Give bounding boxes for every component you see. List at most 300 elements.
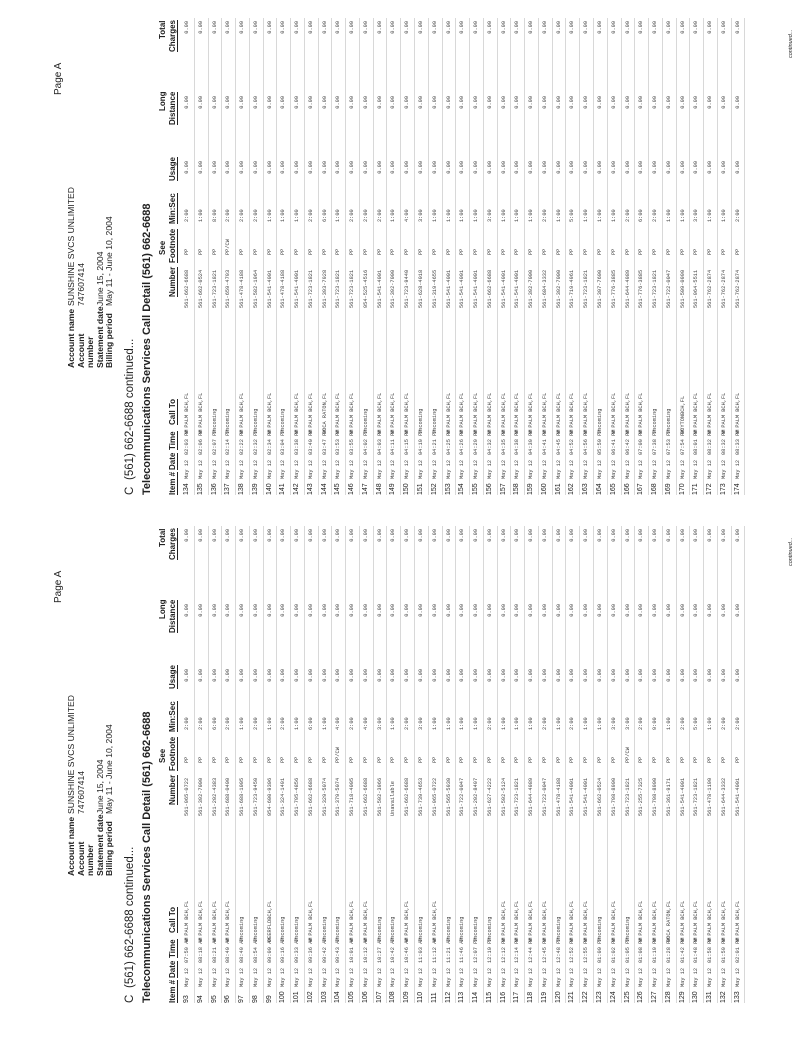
row-total-charges: 0.00 (335, 529, 342, 542)
row-footnote: PP (431, 248, 438, 255)
row-date: May 12 (596, 967, 603, 987)
row-call-to: W PALM BCH,FL (734, 900, 741, 942)
row-footnote: PP (197, 248, 204, 255)
row-usage: 0.00 (459, 161, 466, 174)
row-date: May 12 (294, 459, 301, 479)
row-item-number: 145 (334, 483, 342, 495)
row-number: 561-688-0400 (225, 777, 232, 816)
row-min-sec: 1:00 (528, 209, 535, 222)
row-item-number: 104 (334, 991, 342, 1003)
row-time: 09:36 AM (307, 937, 314, 963)
row-usage: 0.00 (596, 669, 603, 682)
row-min-sec: 2:00 (280, 717, 287, 730)
row-call-to: Incoming (418, 916, 425, 942)
row-long-distance: 0.00 (307, 604, 314, 617)
row-time: 11:03 AM (418, 937, 425, 963)
table-row (690, 526, 704, 1003)
row-item-number: 164 (595, 483, 603, 495)
row-min-sec: 3:00 (693, 209, 700, 222)
row-total-charges: 0.00 (362, 21, 369, 34)
row-long-distance: 0.00 (720, 604, 727, 617)
row-number: 561-762-2874 (720, 269, 727, 308)
row-call-to: W PALM BCH,FL (583, 900, 590, 942)
section-letter: C (124, 994, 136, 1003)
row-footnote: PP (596, 756, 603, 763)
table-row (374, 526, 388, 1003)
row-call-to: W PALM BCH,FL (541, 900, 548, 942)
row-min-sec: 4:00 (404, 209, 411, 222)
row-long-distance: 0.00 (445, 96, 452, 109)
table-row (277, 18, 291, 495)
row-footnote: PP/CW (624, 747, 631, 763)
row-min-sec: 1:00 (665, 209, 672, 222)
row-number: 561-502-5124 (500, 777, 507, 816)
row-time: 04:56 PM (583, 429, 590, 455)
account-number-label: Account number (75, 841, 96, 876)
row-long-distance: 0.00 (266, 96, 273, 109)
row-item-number: 158 (513, 483, 521, 495)
row-number: 561-502-3966 (376, 777, 383, 816)
row-usage: 0.00 (280, 161, 287, 174)
header-item: Item # (168, 471, 177, 495)
row-call-to: Incoming (335, 916, 342, 942)
header-time: Time (168, 939, 177, 958)
row-number: 561-478-4188 (555, 777, 562, 816)
row-long-distance: 0.00 (514, 604, 521, 617)
row-number: 561-541-4001 (679, 777, 686, 816)
row-time: 01:59 PM (720, 937, 727, 963)
row-date: May 12 (541, 459, 548, 479)
table-row (566, 526, 580, 1003)
row-usage: 0.00 (266, 161, 273, 174)
table-row (374, 18, 388, 495)
row-usage: 0.00 (404, 161, 411, 174)
header-call-to: Call To (168, 906, 177, 933)
row-long-distance: 0.00 (459, 604, 466, 617)
row-total-charges: 0.00 (184, 529, 190, 542)
row-number: 561-722-0047 (459, 777, 466, 816)
row-call-to: Incoming (225, 408, 232, 434)
row-call-to: W PALM BCH,FL (528, 392, 535, 434)
row-time: 06:42 PM (624, 429, 631, 455)
row-date: May 12 (404, 459, 411, 479)
row-min-sec: 2:00 (734, 209, 741, 222)
row-time: 07:59 AM (184, 937, 190, 963)
row-date: May 12 (734, 967, 741, 987)
table-row (456, 18, 470, 495)
row-footnote: PP (321, 248, 328, 255)
row-date: May 12 (486, 967, 493, 987)
row-min-sec: 1:00 (335, 209, 342, 222)
row-usage: 0.00 (252, 669, 259, 682)
call-detail-title: Telecommunications Services Call Detail (561) 662-6688 (141, 203, 153, 495)
row-number: 561-307-7600 (596, 269, 603, 308)
statement-date: June 15, 2004 (94, 759, 105, 814)
row-item-number: 152 (430, 483, 438, 495)
row-footnote: PP (376, 756, 383, 763)
account-number: 747607414 (75, 262, 86, 306)
table-row (443, 526, 457, 1003)
section-title: (561) 662-6688 continued... (124, 846, 136, 988)
row-number: 561-965-0722 (431, 777, 438, 816)
row-item-number: 106 (361, 991, 369, 1003)
row-min-sec: 2:00 (652, 209, 659, 222)
row-date: May 12 (362, 967, 369, 987)
row-usage: 0.00 (473, 161, 480, 174)
row-total-charges: 0.00 (349, 529, 356, 542)
row-number: 561-541-4001 (500, 269, 507, 308)
row-time: 03:04 PM (280, 429, 287, 455)
table-row (319, 526, 333, 1003)
row-long-distance: 0.00 (541, 96, 548, 109)
row-min-sec: 2:00 (486, 717, 493, 730)
row-date: May 12 (734, 459, 741, 479)
row-item-number: 131 (706, 991, 714, 1003)
row-number: 561-964-5511 (693, 269, 700, 308)
row-min-sec: 2:00 (225, 209, 232, 222)
row-total-charges: 0.00 (610, 529, 617, 542)
row-footnote: PP (390, 756, 397, 763)
row-number: 561-723-1821 (514, 777, 521, 816)
row-date: May 12 (307, 459, 314, 479)
table-row (704, 526, 718, 1003)
row-item-number: 155 (472, 483, 480, 495)
table-row (195, 18, 209, 495)
row-item-number: 122 (582, 991, 590, 1003)
row-usage: 0.00 (473, 669, 480, 682)
row-total-charges: 0.00 (528, 529, 535, 542)
row-usage: 0.00 (514, 161, 521, 174)
header-charges: Charges (168, 19, 177, 52)
row-date: May 12 (445, 459, 452, 479)
header-charges: Charges (168, 527, 177, 560)
row-footnote: PP (418, 248, 425, 255)
row-total-charges: 0.00 (583, 529, 590, 542)
row-time: 08:32 PM (720, 429, 727, 455)
row-number: 561-541-4001 (459, 269, 466, 308)
row-total-charges: 0.00 (362, 529, 369, 542)
row-footnote: PP (294, 756, 301, 763)
row-number: 561-798-8900 (610, 777, 617, 816)
row-min-sec: 1:00 (555, 209, 562, 222)
row-footnote: PP (390, 248, 397, 255)
row-usage: 0.00 (693, 161, 700, 174)
row-number: 561-478-1190 (707, 777, 714, 816)
section-heading (124, 339, 136, 495)
row-number: 954-525-4516 (362, 269, 369, 308)
row-min-sec: 2:00 (734, 717, 741, 730)
row-long-distance: 0.00 (459, 96, 466, 109)
row-usage: 0.00 (239, 161, 246, 174)
row-item-number: 172 (706, 483, 714, 495)
row-item-number: 96 (224, 995, 232, 1003)
row-item-number: 150 (403, 483, 411, 495)
row-number: 561-361-9171 (665, 777, 672, 816)
table-row (553, 18, 567, 495)
row-call-to: W PALM BCH,FL (335, 392, 342, 434)
row-time: 12:12 PM (500, 937, 507, 963)
row-long-distance: 0.00 (486, 96, 493, 109)
row-usage: 0.00 (239, 669, 246, 682)
row-long-distance: 0.00 (225, 604, 232, 617)
row-total-charges: 0.00 (376, 529, 383, 542)
row-min-sec: 2:00 (376, 209, 383, 222)
row-long-distance: 0.00 (184, 96, 190, 109)
row-number: 561-722-0047 (541, 777, 548, 816)
row-total-charges: 0.00 (514, 529, 521, 542)
row-item-number: 94 (196, 995, 204, 1003)
row-footnote: PP/CW (225, 239, 232, 255)
table-row (718, 18, 732, 495)
row-call-to: Incoming (211, 408, 218, 434)
row-time: 04:32 PM (486, 429, 493, 455)
row-time: 02:07 PM (211, 429, 218, 455)
row-call-to: Incoming (418, 408, 425, 434)
row-usage: 0.00 (349, 669, 356, 682)
row-footnote: PP (638, 248, 645, 255)
row-call-to: W PALM BCH,FL (514, 900, 521, 942)
row-long-distance: 0.00 (431, 96, 438, 109)
row-item-number: 153 (444, 483, 452, 495)
billing-period-label: Billing period (104, 821, 115, 876)
row-usage: 0.00 (225, 161, 232, 174)
header-footnote: Footnote (168, 736, 177, 771)
row-date: May 12 (610, 967, 617, 987)
row-long-distance: 0.00 (486, 604, 493, 617)
row-long-distance: 0.00 (225, 96, 232, 109)
row-item-number: 102 (306, 991, 314, 1003)
row-min-sec: 2:00 (239, 209, 246, 222)
table-row (181, 18, 195, 495)
row-time: 12:45 PM (541, 937, 548, 963)
row-number: 561-541-4001 (294, 269, 301, 308)
row-footnote: PP (528, 756, 535, 763)
row-time: 10:42 AM (390, 937, 397, 963)
row-min-sec: 3:00 (486, 209, 493, 222)
row-usage: 0.00 (528, 161, 535, 174)
row-footnote: PP (321, 756, 328, 763)
row-number: 561-684-3332 (541, 269, 548, 308)
row-call-to: BOYTONBCH,FL (679, 395, 686, 434)
row-time: 08:18 AM (197, 937, 204, 963)
row-date: May 12 (252, 967, 259, 987)
row-usage: 0.00 (349, 161, 356, 174)
row-date: May 12 (596, 459, 603, 479)
row-date: May 12 (583, 967, 590, 987)
row-min-sec: 1:00 (596, 717, 603, 730)
row-call-to: Incoming (596, 408, 603, 434)
account-name: SUNSHINE SVCS UNLIMITED (66, 187, 76, 306)
row-min-sec: 1:00 (294, 209, 301, 222)
row-item-number: 157 (499, 483, 507, 495)
row-item-number: 161 (554, 483, 562, 495)
row-number: 561-723-1821 (335, 269, 342, 308)
row-footnote: PP (418, 756, 425, 763)
row-footnote: PP (555, 248, 562, 255)
row-call-to: W PALM BCH,FL (610, 900, 617, 942)
row-usage: 0.00 (707, 669, 714, 682)
table-row (663, 526, 677, 1003)
row-number: 561-392-7000 (197, 777, 204, 816)
row-time: 01:28 PM (665, 937, 672, 963)
row-usage: 0.00 (528, 669, 535, 682)
row-call-to: Incoming (376, 916, 383, 942)
row-long-distance: 0.00 (349, 604, 356, 617)
row-footnote: PP (569, 756, 576, 763)
row-total-charges: 0.00 (349, 21, 356, 34)
row-min-sec: 2:00 (349, 209, 356, 222)
row-call-to: W PALM BCH,FL (610, 392, 617, 434)
row-usage: 0.00 (294, 161, 301, 174)
row-min-sec: 1:00 (500, 209, 507, 222)
row-long-distance: 0.00 (583, 604, 590, 617)
row-total-charges: 0.00 (665, 21, 672, 34)
row-date: May 12 (390, 459, 397, 479)
row-call-to: W PALM BCH,FL (404, 900, 411, 942)
row-date: May 12 (266, 459, 273, 479)
row-footnote: PP (280, 248, 287, 255)
row-usage: 0.00 (445, 669, 452, 682)
row-call-to: W PALM BCH,FL (528, 900, 535, 942)
header-distance: Distance (168, 91, 177, 125)
row-footnote: PP (349, 248, 356, 255)
row-time: 03:47 PM (321, 429, 328, 455)
row-item-number: 93 (183, 995, 190, 1003)
row-time: 04:38 PM (514, 429, 521, 455)
row-usage: 0.00 (418, 161, 425, 174)
table-row (649, 526, 663, 1003)
row-usage: 0.00 (459, 669, 466, 682)
row-footnote: PP (184, 248, 190, 255)
row-total-charges: 0.00 (624, 21, 631, 34)
row-usage: 0.00 (569, 669, 576, 682)
row-long-distance: 0.00 (569, 604, 576, 617)
row-total-charges: 0.00 (707, 529, 714, 542)
row-number: 561-723-9450 (252, 777, 259, 816)
row-date: May 12 (679, 967, 686, 987)
row-total-charges: 0.00 (500, 21, 507, 34)
row-long-distance: 0.00 (624, 604, 631, 617)
row-total-charges: 0.00 (211, 21, 218, 34)
row-call-to: W PALM BCH,FL (555, 392, 562, 434)
row-time: 12:07 PM (473, 937, 480, 963)
table-row (291, 18, 305, 495)
row-time: 03:38 PM (294, 429, 301, 455)
row-total-charges: 0.00 (486, 21, 493, 34)
row-date: May 12 (294, 967, 301, 987)
row-call-to: W PALM BCH,FL (362, 900, 369, 942)
header-item: Item # (168, 979, 177, 1003)
row-long-distance: 0.00 (390, 604, 397, 617)
row-time: 07:38 PM (652, 429, 659, 455)
row-total-charges: 0.00 (610, 21, 617, 34)
row-item-number: 138 (238, 483, 246, 495)
row-date: May 12 (707, 459, 714, 479)
row-min-sec: 1:00 (665, 717, 672, 730)
row-item-number: 147 (361, 483, 369, 495)
row-number: 561-541-4001 (583, 777, 590, 816)
row-long-distance: 0.00 (569, 96, 576, 109)
row-time: 03:40 PM (307, 429, 314, 455)
row-min-sec: 1:00 (390, 209, 397, 222)
table-row (608, 18, 622, 495)
row-footnote: PP (652, 756, 659, 763)
row-long-distance: 0.00 (500, 96, 507, 109)
table-row (704, 18, 718, 495)
table-header (158, 18, 179, 495)
row-number: 561-644-3332 (720, 777, 727, 816)
row-time: 11:12 AM (431, 937, 438, 963)
row-min-sec: 1:00 (555, 717, 562, 730)
row-number: 561-723-1821 (652, 269, 659, 308)
row-total-charges: 0.00 (624, 529, 631, 542)
row-number: 561-719-4961 (569, 269, 576, 308)
row-time: 01:42 PM (679, 937, 686, 963)
row-item-number: 114 (472, 991, 480, 1003)
header-call-to: Call To (168, 398, 177, 425)
row-usage: 0.00 (307, 669, 314, 682)
table-row (525, 526, 539, 1003)
table-row (291, 526, 305, 1003)
row-item-number: 126 (637, 991, 645, 1003)
row-item-number: 159 (527, 483, 535, 495)
row-usage: 0.00 (211, 669, 218, 682)
table-row (484, 18, 498, 495)
row-date: May 12 (225, 967, 232, 987)
row-time: 04:11 PM (390, 429, 397, 455)
row-usage: 0.00 (638, 669, 645, 682)
row-footnote: PP (693, 248, 700, 255)
row-time: 04:25 PM (445, 429, 452, 455)
row-footnote: PP (473, 248, 480, 255)
row-usage: 0.00 (486, 161, 493, 174)
header-distance: Distance (168, 599, 177, 633)
table-row (539, 18, 553, 495)
table-row (346, 526, 360, 1003)
row-usage: 0.00 (500, 161, 507, 174)
row-time: 01:02 PM (610, 937, 617, 963)
row-item-number: 165 (609, 483, 617, 495)
row-item-number: 140 (265, 483, 273, 495)
row-number: 561-541-4001 (266, 269, 273, 308)
row-item-number: 100 (279, 991, 287, 1003)
row-item-number: 98 (251, 995, 259, 1003)
row-item-number: 174 (733, 483, 741, 495)
row-usage: 0.00 (693, 669, 700, 682)
row-time: 04:02 PM (362, 429, 369, 455)
row-footnote: PP (280, 756, 287, 763)
row-time: 12:52 PM (569, 937, 576, 963)
row-item-number: 171 (692, 483, 700, 495)
row-time: 03:55 PM (349, 429, 356, 455)
row-total-charges: 0.00 (239, 21, 246, 34)
row-number: 561-798-8900 (652, 777, 659, 816)
row-min-sec: 6:00 (307, 717, 314, 730)
row-long-distance: 0.00 (473, 96, 480, 109)
row-usage: 0.00 (390, 669, 397, 682)
row-usage: 0.00 (307, 161, 314, 174)
row-call-to: W PALM BCH,FL (638, 392, 645, 434)
row-item-number: 136 (210, 483, 218, 495)
row-usage: 0.00 (652, 161, 659, 174)
row-usage: 0.00 (321, 161, 328, 174)
row-footnote: PP (693, 756, 700, 763)
row-call-to: W PALM BCH,FL (720, 900, 727, 942)
row-usage: 0.00 (266, 669, 273, 682)
row-date: May 12 (459, 967, 466, 987)
row-date: May 12 (239, 459, 246, 479)
row-total-charges: 0.00 (280, 21, 287, 34)
